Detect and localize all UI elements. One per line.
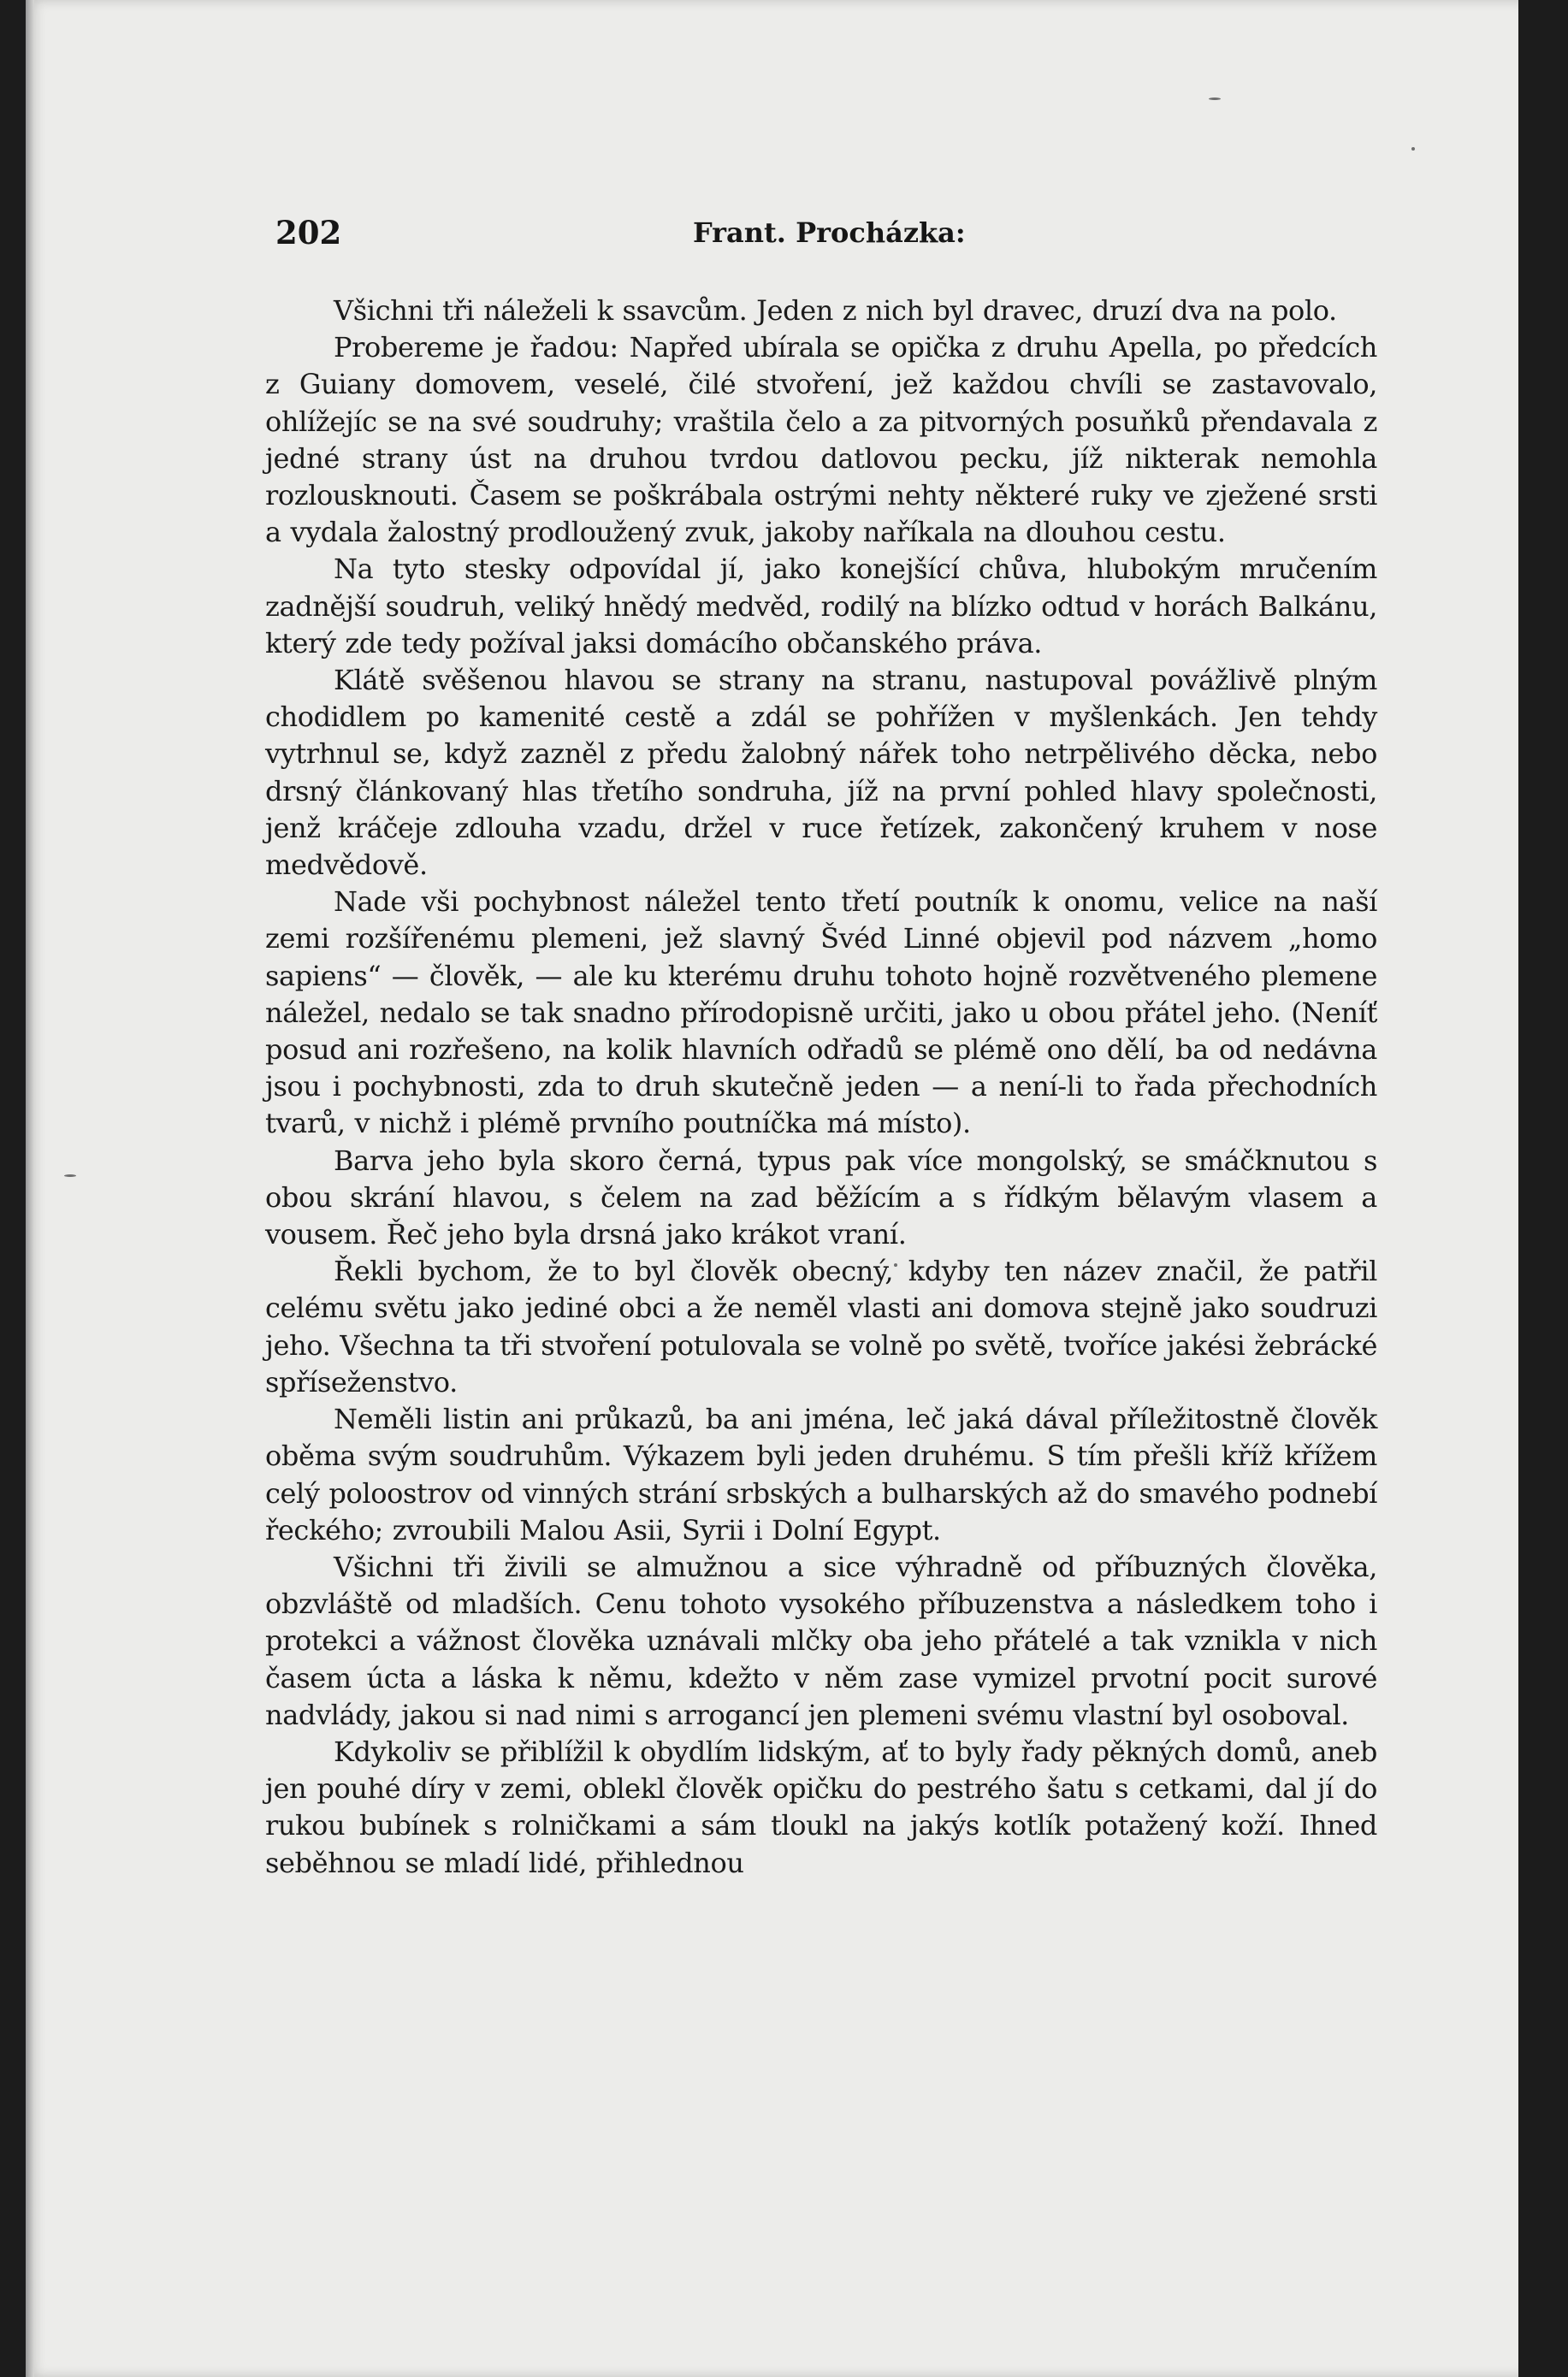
book-page (26, 0, 1518, 2377)
print-speck (1209, 98, 1221, 100)
page-number: 202 (275, 214, 342, 251)
print-speck (1411, 147, 1415, 151)
paragraph: Nade vši pochybnost náležel tento třetí poutník k onomu, velice na naší zemi rozšířenému plemeni, jež slavný Švéd Linné objevil pod názvem „homo sapiens“ — člověk, — ale ku kterému druhu tohoto hojně rozvětveného plemene náležel, nedalo se tak snadno přírodopisně určiti, jako u obou přátel jeho. (Neníť posud ani rozřešeno, na kolik hlavních odřadů se plémě ono dělí, ba od nedávna jsou i pochybnosti, zda to druh skutečně jeden — a není-li to řada přechodních tvarů, v nichž i plémě prvního poutníčka má místo). (265, 885, 1377, 1140)
paragraph: Probereme je řadou: Napřed ubírala se opička z druhu Apella, po předcích z Guiany domovem, veselé, čilé stvoření, jež každou chvíli se zastavovalo, ohlížejíc se na své soudruhy; vraštila čelo a za pitvorných posuňků přendavala z jedné strany úst na druhou tvrdou datlovou pecku, jíž nikterak nemohla rozlousknouti. Časem se poškrábala ostrými nehty některé ruky ve zježené srsti a vydala žalostný prodloužený zvuk, jakoby naříkala na dlouhou cestu. (265, 331, 1377, 549)
running-head: Frant. Procházka: (693, 216, 966, 249)
paragraph: Barva jeho byla skoro černá, typus pak více mongolský, se smáčknutou s obou skrání hlavou, s čelem na zad běžícím a s řídkým bělavým vlasem a vousem. Řeč jeho byla drsná jako krákot vraní. (265, 1144, 1377, 1251)
paragraph: Na tyto stesky odpovídal jí, jako konejšící chůva, hlubokým mručením zadnější soudruh, veliký hnědý medvěd, rodilý na blízko odtud v horách Balkánu, který zde tedy požíval jaksi domácího občanského práva. (265, 553, 1377, 659)
paragraph: Kdykoliv se přiblížil k obydlím lidským, ať to byly řady pěkných domů, aneb jen pouhé díry v zemi, oblekl člověk opičku do pestrého šatu s cetkami, dal jí do rukou bubínek s rolničkami a sám tloukl na jakýs kotlík potažený koží. Ihned seběhnou se mladí lidé, přihlednou (265, 1735, 1377, 1879)
page-header (26, 214, 1518, 257)
paragraph: Všichni tři živili se almužnou a sice výhradně od příbuzných člověka, obzvláště od mladších. Cenu tohoto vysokého příbuzenstva a následkem toho i protekci a vážnost člověka uznávali mlčky oba jeho přátelé a tak vznikla v nich časem úcta a láska k němu, kdežto v něm zase vymizel prvotní pocit surové nadvlády, jakou si nad nimi s arrogancí jen plemeni svému vlastní byl osoboval. (265, 1550, 1377, 1731)
paragraph: Všichni tři náleželi k ssavcům. Jeden z nich byl dravec, druzí dva na polo. (334, 294, 1337, 327)
paragraph: Řekli bychom, že to byl člověk obecný, kdyby ten název značil, že patřil celému světu jako jediné obci a že neměl vlasti ani domova stejně jako soudruzi jeho. Všechna ta tři stvoření potulovala se volně po světě, tvoříce jakési žebrácké spříseženstvo. (265, 1255, 1377, 1398)
print-speck (64, 1174, 76, 1177)
paragraph: Klátě svěšenou hlavou se strany na stranu, nastupoval povážlivě plným chodidlem po kamenité cestě a zdál se pohřížen v myšlenkách. Jen tehdy vytrhnul se, když zazněl z předu žalobný nářek toho netrpělivého děcka, nebo drsný článkovaný hlas třetího sondruha, jíž na první pohled hlavy společnosti, jenž kráčeje zdlouha vzadu, držel v ruce řetízek, zakončený kruhem v nose medvědově. (265, 664, 1377, 882)
page-edge-shadow (26, 0, 34, 2377)
paragraph: Neměli listin ani průkazů, ba ani jména, leč jaká dával příležitostně člověk oběma svým soudruhům. Výkazem byli jeden druhému. S tím přešli kříž křížem celý poloostrov od vinných strání srbských a bulharských až do smavého podnebí řeckého; zvroubili Malou Asii, Syrii i Dolní Egypt. (265, 1403, 1377, 1546)
body-text (265, 293, 1377, 1882)
